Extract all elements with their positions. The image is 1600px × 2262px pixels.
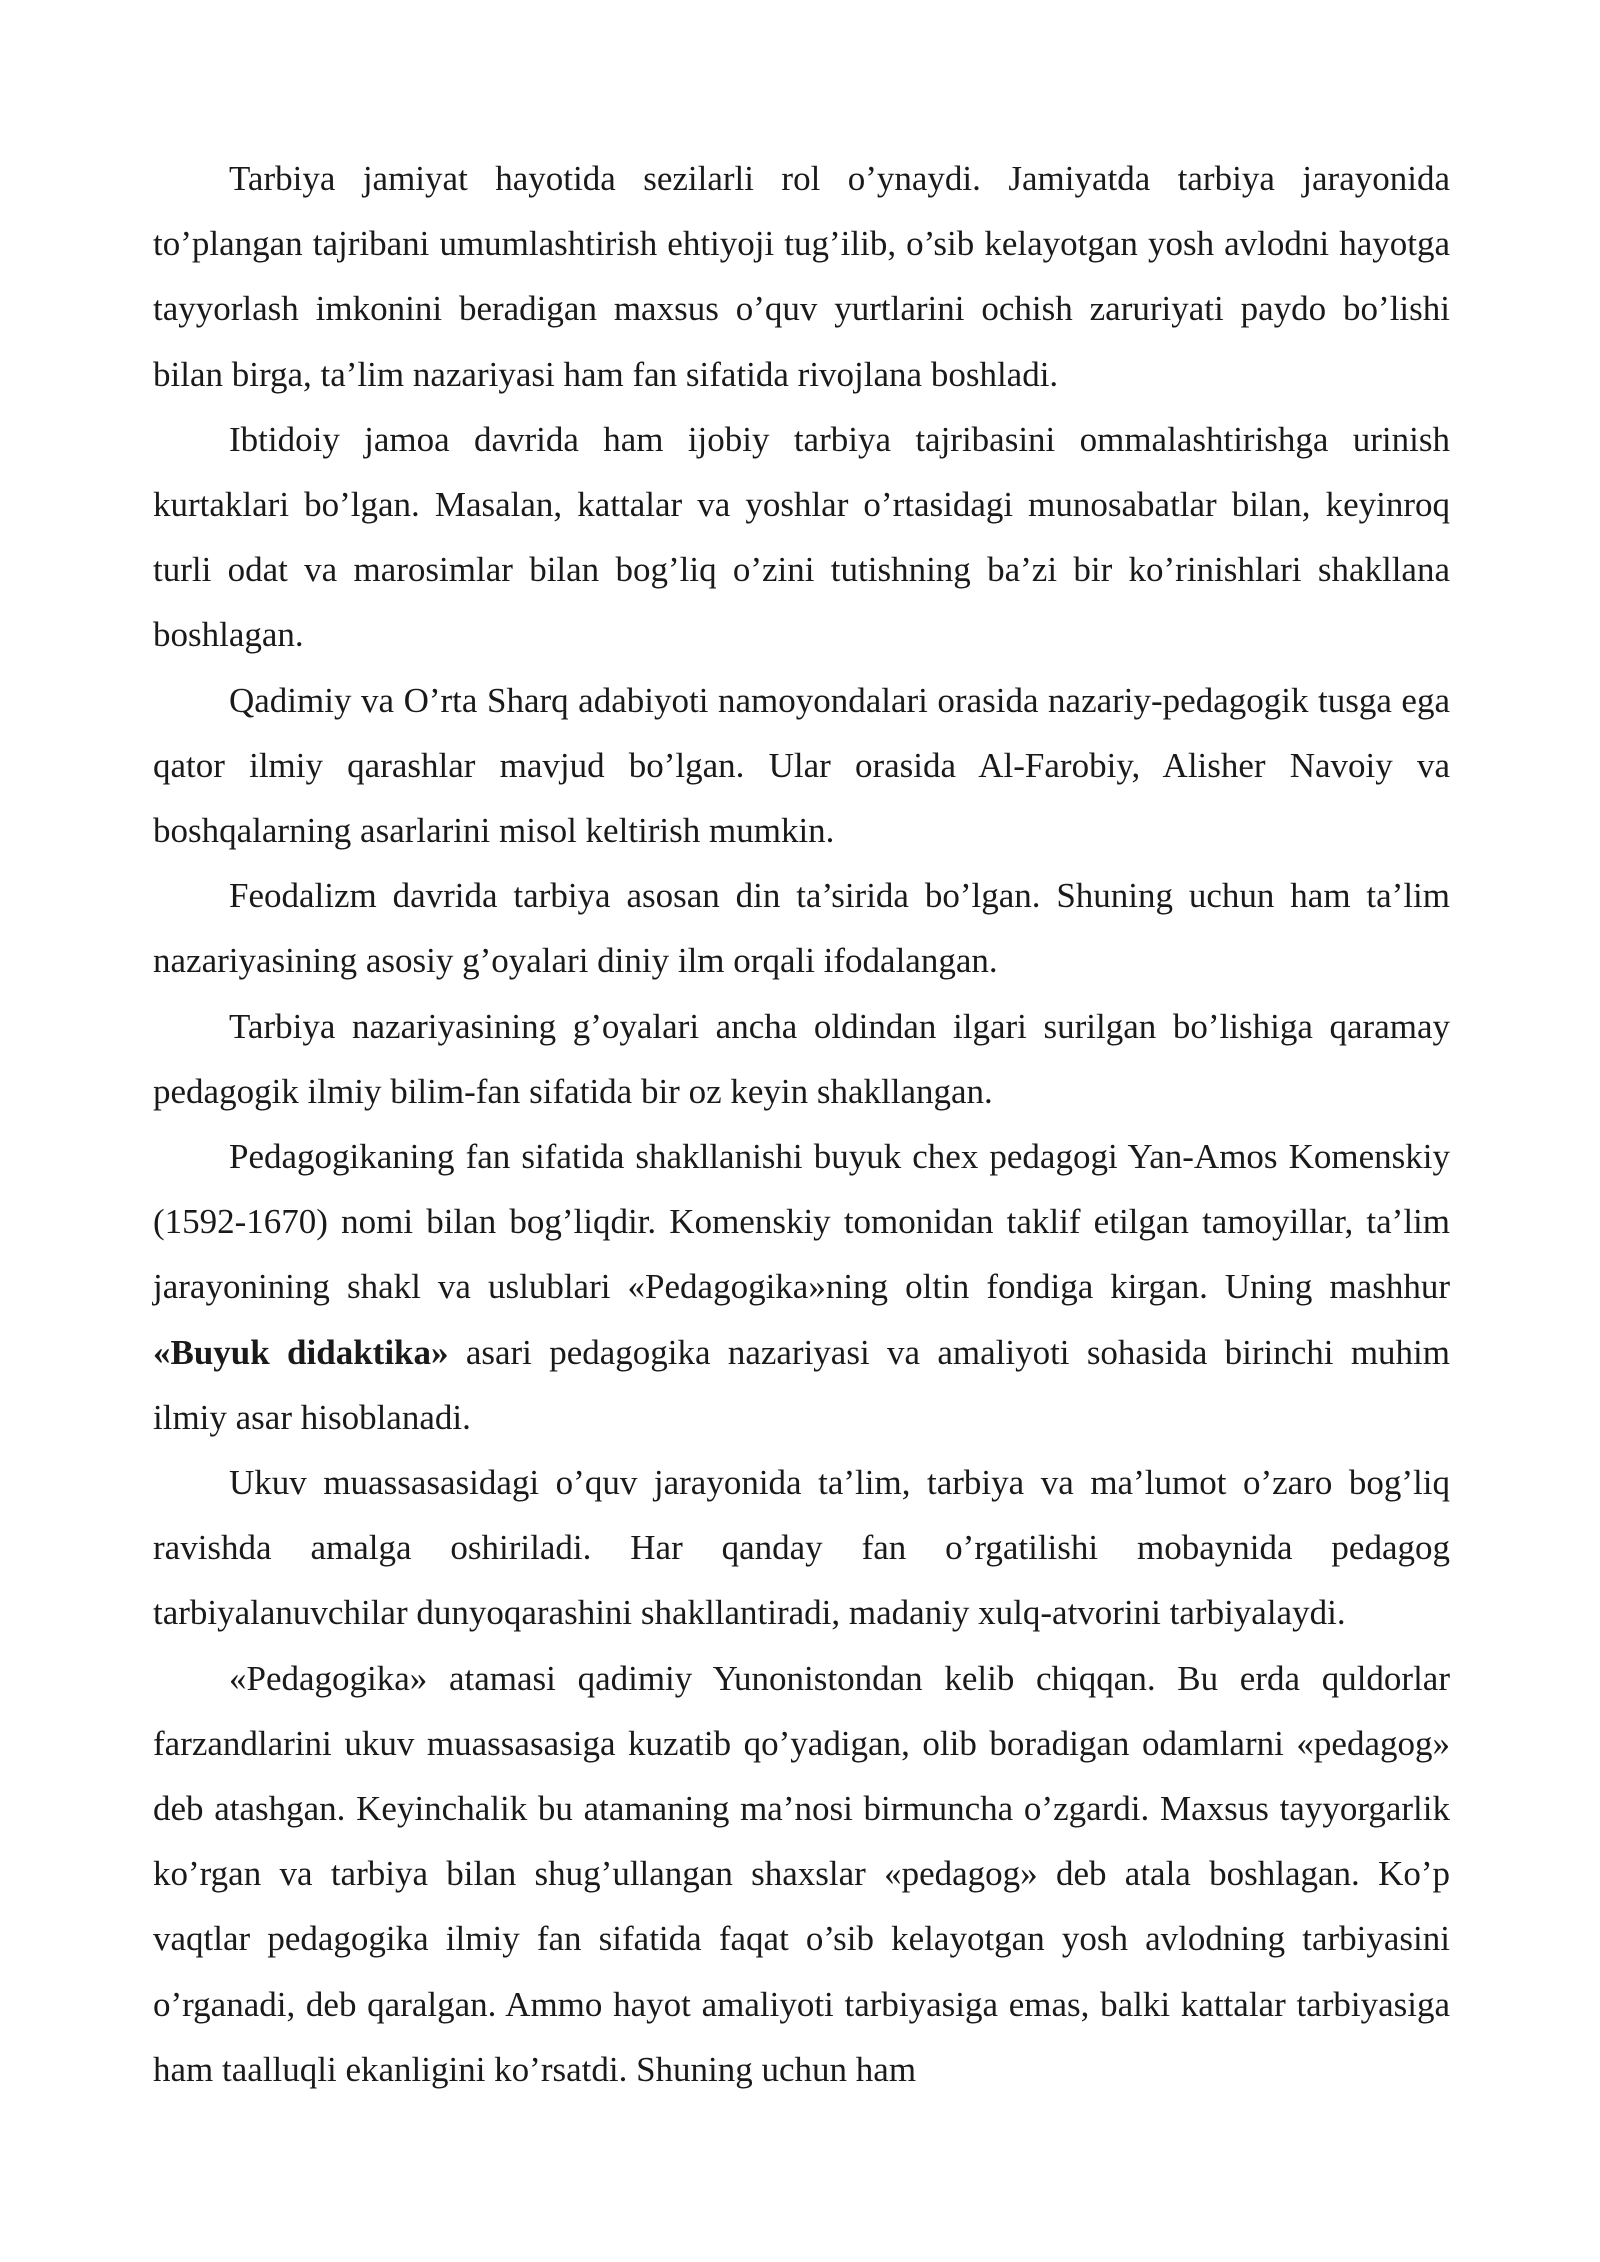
paragraph-1-text: Tarbiya jamiyat hayotida sezilarli rol o’ynaydi. Jamiyatda tarbiya jarayonida to’plangan tajribani umumlashtirish ehtiyoji tug’ilib, o’sib kelayotgan yosh avlodni hayotga tayyorlash imkonini beradigan maxsus o’quv yurtlarini ochish zaruriyati paydo bo’lishi bilan birga, ta’lim nazariyasi ham fan sifatida rivojlana boshladi. <box>153 159 1450 394</box>
paragraph-2 <box>153 407 1450 668</box>
paragraph-6-text-before: Pedagogikaning fan sifatida shakllanishi buyuk chex pedagogi Yan-Amos Komenskiy (1592-1670) nomi bilan bog’liqdir. Komenskiy tomonidan taklif etilgan tamoyillar, ta’lim jarayonining shakl va uslublari «Pedagogika»ning oltin fondiga kirgan. Uning mashhur <box>153 1137 1450 1307</box>
document-body <box>153 146 1450 2102</box>
paragraph-2-text: Ibtidoiy jamoa davrida ham ijobiy tarbiya tajribasini ommalashtirishga urinish kurtaklari bo’lgan. Masalan, kattalar va yoshlar o’rtasidagi munosabatlar bilan, keyinroq turli odat va marosimlar bilan bog’liq o’zini tutishning ba’zi bir ko’rinishlari shakllana boshlagan. <box>153 419 1450 655</box>
paragraph-4 <box>153 863 1450 993</box>
paragraph-3-text: Qadimiy va O’rta Sharq adabiyoti namoyondalari orasida nazariy-pedagogik tusga ega qator ilmiy qarashlar mavjud bo’lgan. Ular orasida Al-Farobiy, Alisher Navoiy va boshqalarning asarlarini misol keltirish mumkin. <box>153 680 1450 851</box>
paragraph-6-book-title: «Buyuk didaktika» <box>153 1332 449 1372</box>
paragraph-7 <box>153 1450 1450 1646</box>
paragraph-5-text: Tarbiya nazariyasining g’oyalari ancha oldindan ilgari surilgan bo’lishiga qaramay pedagogik ilmiy bilim-fan sifatida bir oz keyin shakllangan. <box>153 1006 1450 1111</box>
paragraph-7-text: Ukuv muassasasidagi o’quv jarayonida ta’lim, tarbiya va ma’lumot o’zaro bog’liq ravishda amalga oshiriladi. Har qanday fan o’rgatilishi mobaynida pedagog tarbiyalanuvchilar dunyoqarashini shakllantiradi, madaniy xulq-atvorini tarbiyalaydi. <box>153 1463 1450 1633</box>
paragraph-8 <box>153 1646 1450 2102</box>
paragraph-8-text: «Pedagogika» atamasi qadimiy Yunonistondan kelib chiqqan. Bu erda quldorlar farzandlarini ukuv muassasasiga kuzatib qo’yadigan, olib boradigan odamlarni «pedagog» deb atashgan. Keyinchalik bu atamaning ma’nosi birmuncha o’zgardi. Maxsus tayyorgarlik ko’rgan va tarbiya bilan shug’ullangan shaxslar «pedagog» deb atala boshlagan. Ko’p vaqtlar pedagogika ilmiy fan sifatida faqat o’sib kelayotgan yosh avlodning tarbiyasini o’rganadi, deb qaralgan. Ammo hayot amaliyoti tarbiyasiga emas, balki kattalar tarbiyasiga ham taalluqli ekanligini ko’rsatdi. Shuning uchun ham <box>153 1658 1450 2089</box>
paragraph-6-text-after: asari pedagogika nazariyasi va amaliyoti sohasida birinchi muhim ilmiy asar hisoblanadi. <box>153 1332 1450 1437</box>
paragraph-5 <box>153 994 1450 1124</box>
paragraph-1 <box>153 146 1450 407</box>
paragraph-4-text: Feodalizm davrida tarbiya asosan din ta’sirida bo’lgan. Shuning uchun ham ta’lim nazariyasining asosiy g’oyalari diniy ilm orqali ifodalangan. <box>153 876 1450 981</box>
paragraph-6 <box>153 1124 1450 1450</box>
paragraph-3 <box>153 668 1450 864</box>
